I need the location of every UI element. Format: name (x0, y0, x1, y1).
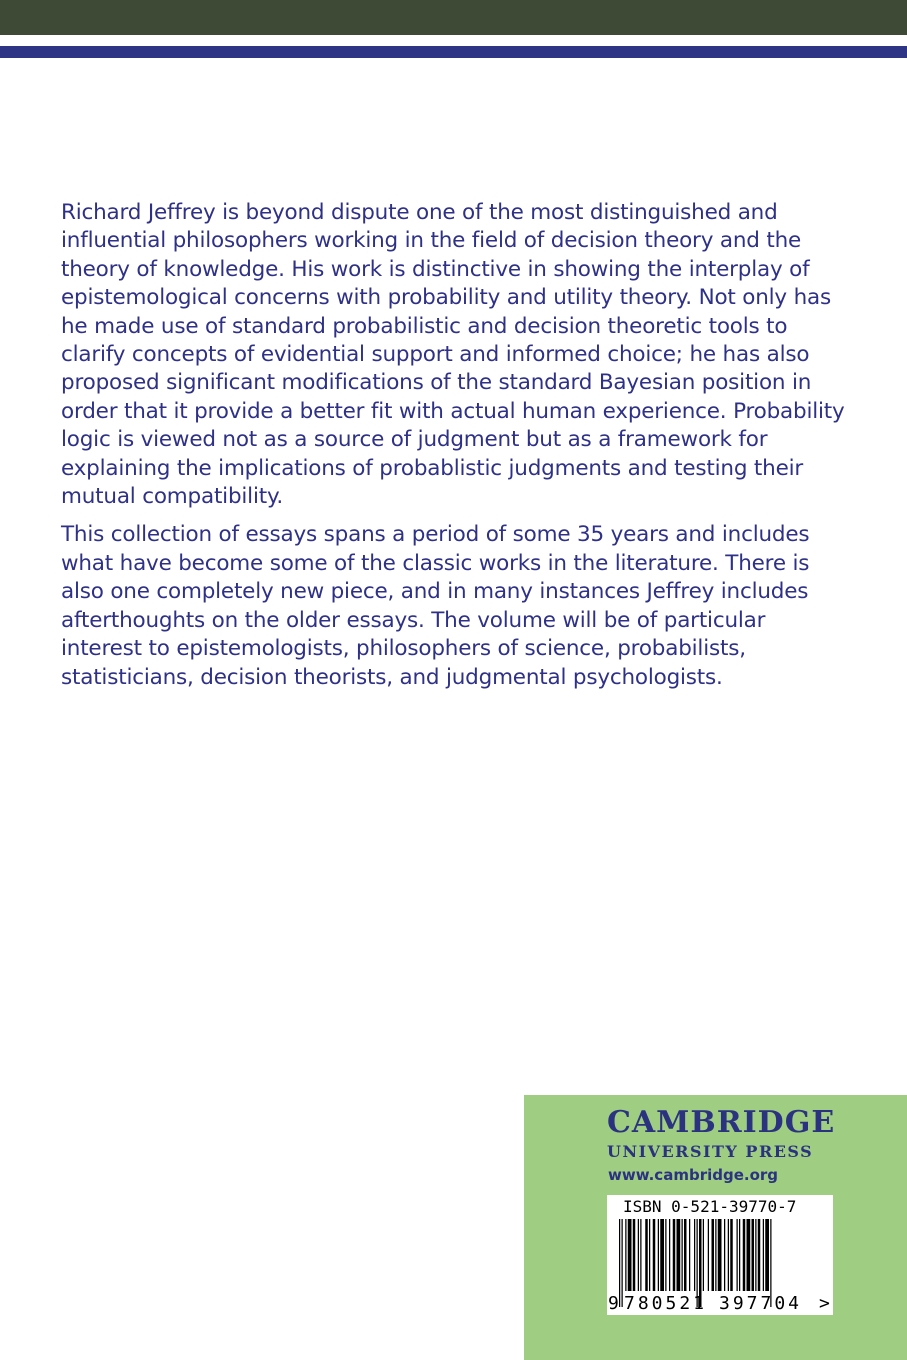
barcode-bar (724, 1219, 725, 1291)
blurb-paragraph-2: This collection of essays spans a period of some 35 years and includes what have become some of the classic works in the literature. There is also one completely new piece, and in many instances Jeffrey includes afterthoughts on the older essays. The volume will be of particular interest to epistemologists, philosophers of science, probabilists, statisticians, decision theorists, and judgmental psychologists. (61, 522, 810, 690)
barcode-bar (649, 1219, 650, 1291)
publisher-subtitle: UNIVERSITY PRESS (607, 1142, 814, 1161)
barcode-bar (677, 1219, 681, 1291)
barcode-bar (689, 1219, 690, 1291)
barcode-bar (645, 1219, 648, 1291)
publisher-url: www.cambridge.org (608, 1166, 779, 1184)
barcode-bar (669, 1219, 670, 1291)
barcode-bar (640, 1219, 641, 1291)
isbn-barcode (607, 1195, 833, 1315)
barcode-bar (708, 1219, 709, 1291)
barcode-bar (694, 1219, 695, 1291)
barcode-bar (653, 1219, 656, 1291)
barcode-bar (743, 1219, 746, 1291)
blurb-paragraph-1: Richard Jeffrey is beyond dispute one of the most distinguished and influential philosophers working in the field of decision theory and the theory of knowledge. His work is distinctive in showing the interplay of epistemological concerns with probability and utility theory. Not only has he made use of standard probabilistic and decision theoretic tools to clarify concepts of evidential support and informed choice; he has also proposed significant modifications of the standard Bayesian position in order that it provide a better fit with actual human experience. Probability logic is viewed not as a source of judgment but as a framework for explaining the implications of probablistic judgments and testing their mutual compatibility. (61, 200, 845, 510)
ean-digits (607, 1291, 833, 1315)
barcode-bar (633, 1219, 636, 1291)
barcode-bar (728, 1219, 729, 1291)
barcode-bar (703, 1219, 704, 1291)
back-cover-blurb (61, 199, 851, 692)
barcode-bar (737, 1219, 738, 1291)
barcode-bar (755, 1219, 756, 1291)
barcode-bar (763, 1219, 764, 1291)
barcode-bar (758, 1219, 761, 1291)
barcode-bar (739, 1219, 740, 1291)
top-color-band (0, 0, 907, 35)
barcode-bar (665, 1219, 666, 1291)
barcode-bar (682, 1219, 683, 1291)
barcode-bar (658, 1219, 659, 1291)
barcode-bar (628, 1219, 632, 1291)
publisher-name: CAMBRIDGE (607, 1105, 836, 1140)
publisher-panel (524, 1095, 907, 1360)
ean-left-digits: 780521 (624, 1293, 708, 1314)
ean-lead-digit: 9 (608, 1293, 619, 1314)
navy-rule (0, 46, 907, 58)
barcode-bar (625, 1219, 626, 1291)
ean-marker: > (819, 1293, 830, 1314)
barcode-bar (730, 1219, 733, 1291)
barcode-bar (660, 1219, 664, 1291)
barcode-bar (712, 1219, 715, 1291)
barcode-bar (638, 1219, 639, 1291)
isbn-text: ISBN 0-521-39770-7 (623, 1197, 797, 1216)
barcode-bar (752, 1219, 755, 1291)
barcode-bar (718, 1219, 722, 1291)
barcode-bar (747, 1219, 751, 1291)
ean-right-digits: 397704 (719, 1293, 803, 1314)
barcode-bar (715, 1219, 716, 1291)
barcode-bar (673, 1219, 676, 1291)
barcode-bar (765, 1219, 769, 1291)
barcode-bar (684, 1219, 687, 1291)
